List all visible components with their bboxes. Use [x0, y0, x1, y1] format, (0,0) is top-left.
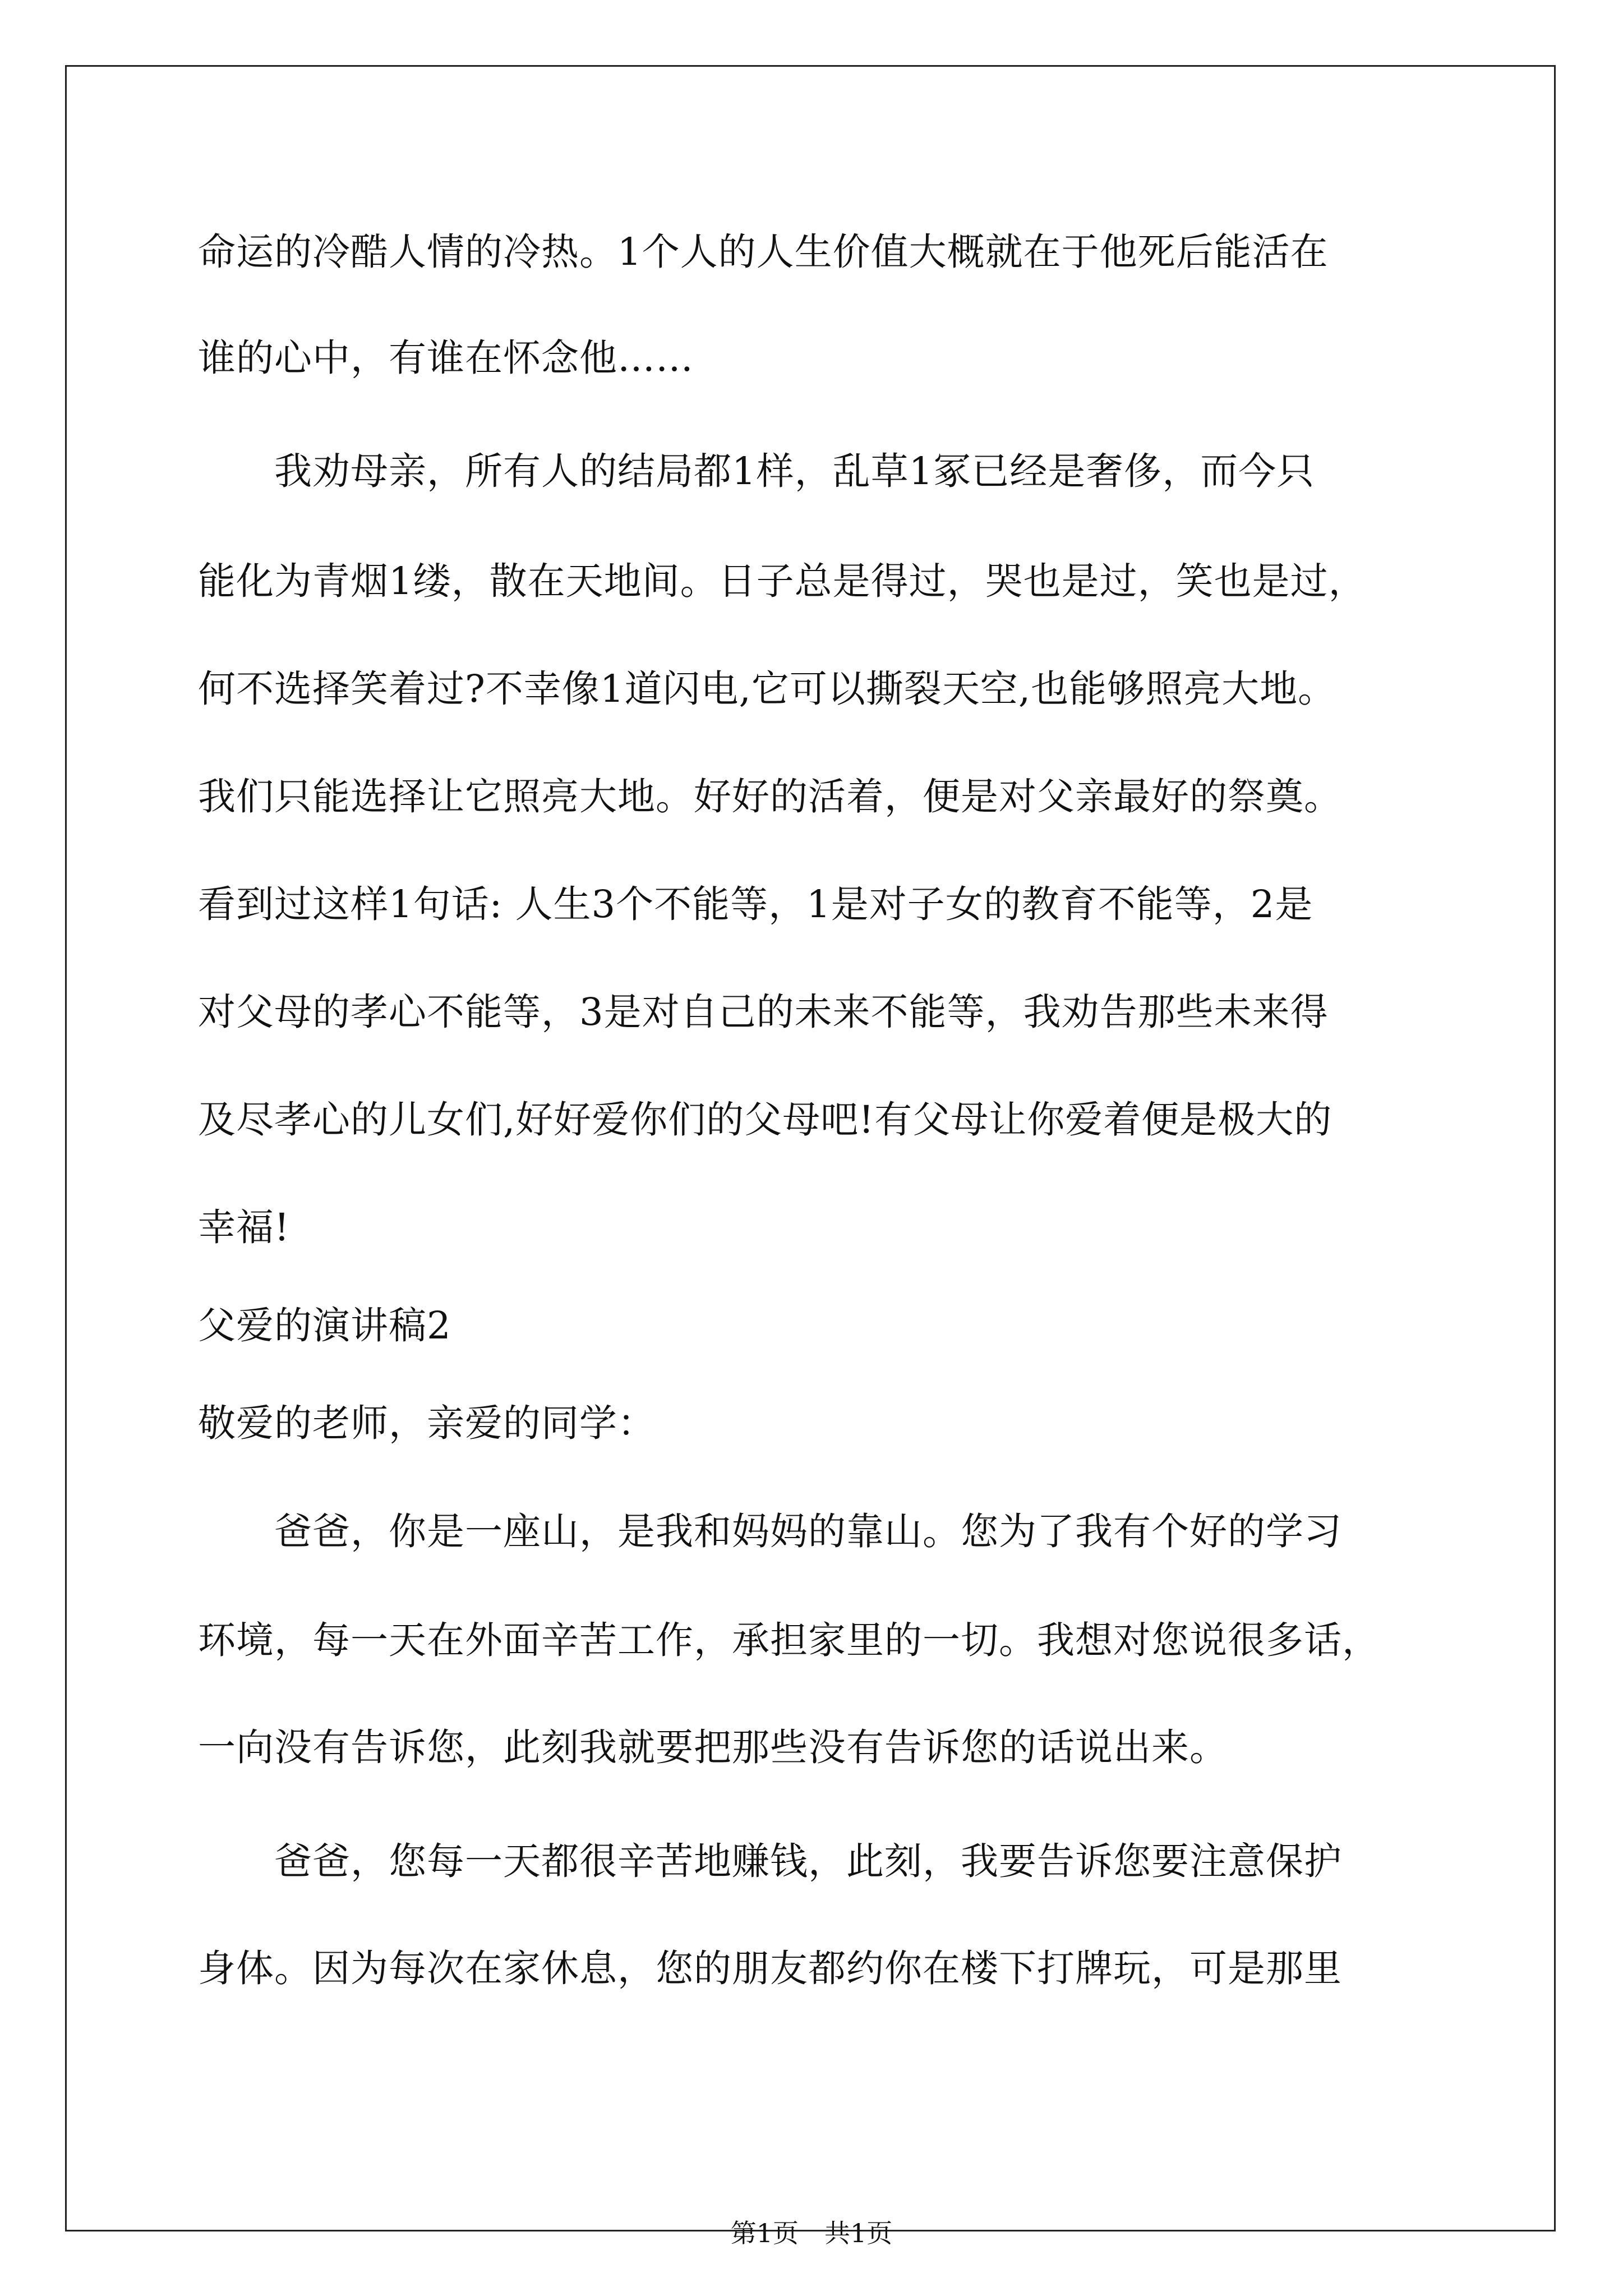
text-line: 能化为青烟1缕，散在天地间。日子总是得过，哭也是过，笑也是过，	[198, 559, 1367, 603]
text-line: 身体。因为每次在家休息，您的朋友都约你在楼下打牌玩，可是那里	[198, 1947, 1342, 1990]
page-border	[65, 65, 1556, 2231]
text-line: 我劝母亲，所有人的结局都1样，乱草1冢已经是奢侈，而今只	[198, 449, 1315, 493]
salutation: 敬爱的老师，亲爱的同学：	[198, 1401, 656, 1445]
text-line: 一向没有告诉您，此刻我就要把那些没有告诉您的话说出来。	[198, 1726, 1228, 1769]
text-line: 何不选择笑着过?不幸像1道闪电,它可以撕裂天空,也能够照亮大地。	[198, 667, 1336, 711]
text-line: 爸爸，您每一天都很辛苦地赚钱，此刻，我要告诉您要注意保护	[198, 1839, 1342, 1883]
text-line: 及尽孝心的儿女们,好好爱你们的父母吧!有父母让你爱着便是极大的	[198, 1098, 1332, 1142]
text-line: 我们只能选择让它照亮大地。好好的活着，便是对父亲最好的祭奠。	[198, 775, 1342, 818]
text-line: 看到过这样1句话: 人生3个不能等，1是对子女的教育不能等，2是	[198, 882, 1313, 926]
text-line: 命运的冷酷人情的冷热。1个人的人生价值大概就在于他死后能活在	[198, 230, 1329, 274]
text-line: 谁的心中，有谁在怀念他……	[198, 336, 694, 380]
page-footer: 第1页 共1页	[730, 2218, 893, 2248]
text-line: 环境，每一天在外面辛苦工作，承担家里的一切。我想对您说很多话，	[198, 1618, 1380, 1662]
text-line: 幸福!	[198, 1205, 290, 1249]
text-line: 爸爸，你是一座山，是我和妈妈的靠山。您为了我有个好的学习	[198, 1510, 1342, 1553]
text-line: 对父母的孝心不能等，3是对自己的未来不能等，我劝告那些未来得	[198, 990, 1329, 1034]
section-heading: 父爱的演讲稿2	[198, 1304, 451, 1347]
